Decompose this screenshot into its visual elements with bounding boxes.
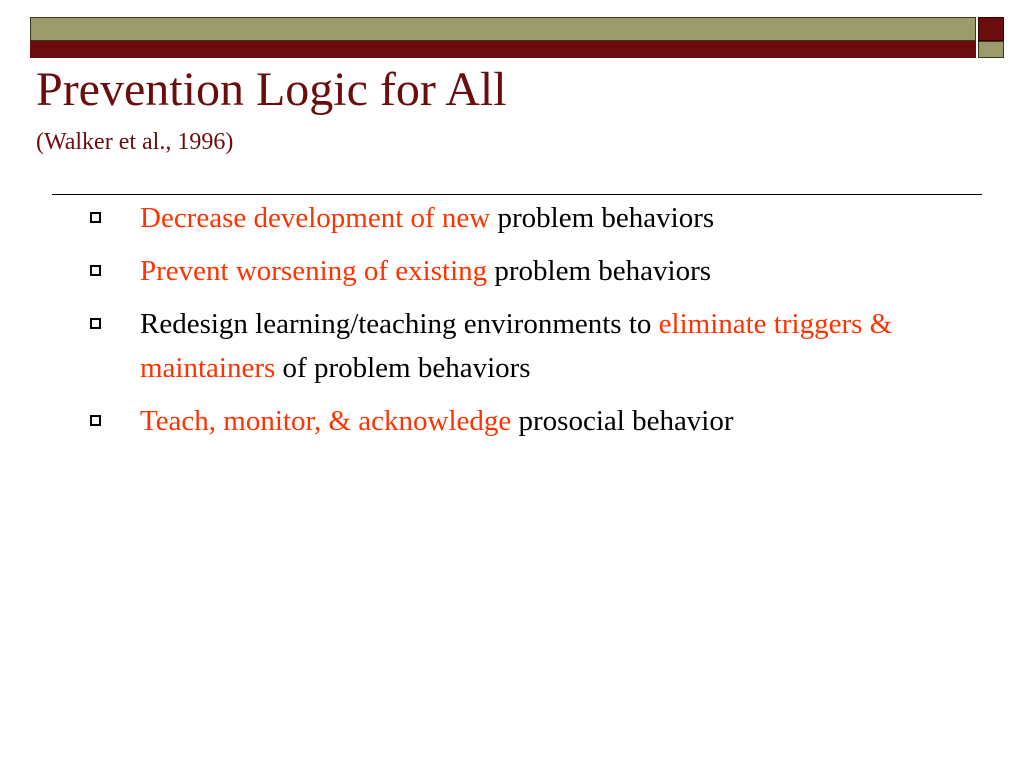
hollow-square-bullet-icon [90,212,101,223]
slide-subtitle: (Walker et al., 1996) [36,129,234,155]
hollow-square-bullet-icon [90,265,101,276]
header-olive-square [978,41,1004,58]
bullet-item [88,399,938,443]
bullet-highlight: Prevent worsening of existing [140,255,488,287]
bullet-highlight: Teach, monitor, & acknowledge [140,405,512,437]
header-maroon-square [978,17,1004,41]
bullet-text: problem behaviors [487,255,712,287]
hollow-square-bullet-icon [90,415,101,426]
bullet-item [88,196,938,240]
bullet-list [88,196,938,452]
bullet-highlight: eliminate triggers & maintainers [140,308,893,384]
bullet-text: prosocial behavior [511,405,734,437]
bullet-text-prefix: Redesign learning/teaching environments to [140,308,659,340]
bullet-item [88,302,938,390]
title-divider [52,194,982,195]
bullet-text: of problem behaviors [275,352,531,384]
header-maroon-bar [30,41,976,58]
header-olive-bar [30,17,976,41]
bullet-item [88,249,938,293]
slide-title: Prevention Logic for All [36,63,507,116]
hollow-square-bullet-icon [90,318,101,329]
bullet-text: problem behaviors [490,202,715,234]
bullet-highlight: Decrease development of new [140,202,491,234]
